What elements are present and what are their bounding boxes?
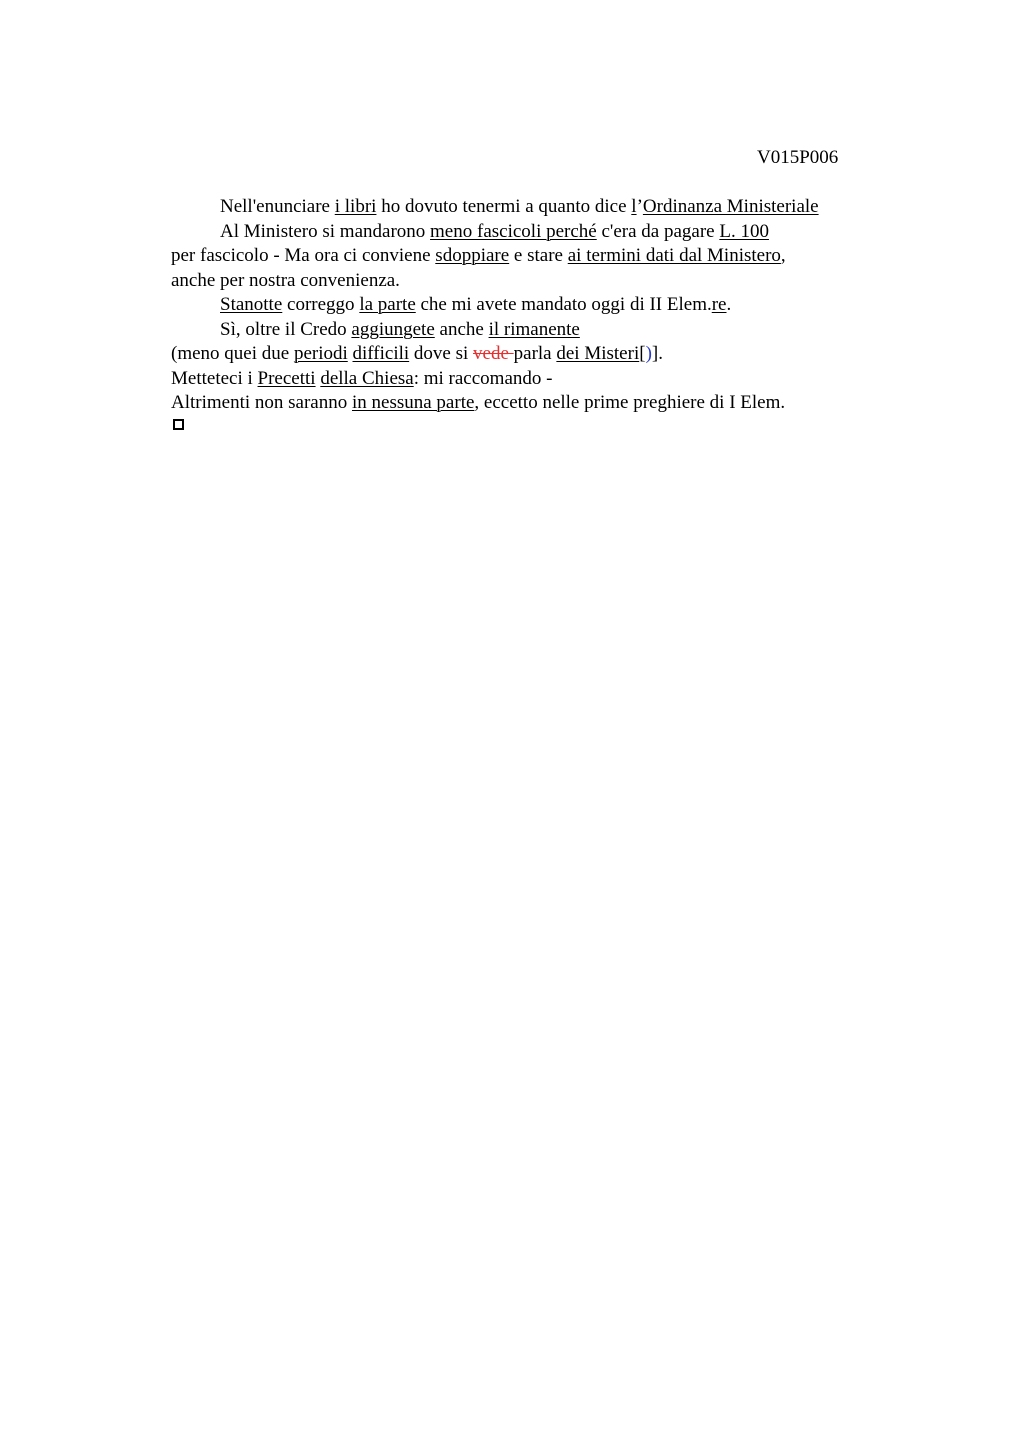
text-run: . — [726, 294, 732, 315]
text-run: anche — [434, 318, 489, 340]
text-run: Altrimenti non saranno — [171, 392, 352, 413]
text-run: ]. — [651, 343, 663, 364]
text-run: [ — [639, 343, 646, 364]
text-line-8 — [171, 367, 891, 392]
underlined-text: ai termini dati dal Ministero — [567, 245, 781, 266]
text-run: per fascicolo - Ma ora ci conviene — [171, 245, 436, 266]
text-line-1 — [171, 195, 891, 220]
underlined-text: periodi — [293, 343, 348, 364]
text-run: c'era da pagare — [596, 220, 720, 242]
text-line-4 — [171, 269, 891, 294]
letter-body — [171, 195, 891, 416]
text-line-7 — [171, 342, 891, 367]
end-marker-box-icon — [173, 419, 184, 430]
text-run: Metteteci i — [171, 367, 258, 389]
underlined-text: aggiungete — [351, 318, 435, 340]
underlined-text: re — [711, 294, 727, 315]
text-line-5 — [171, 293, 891, 318]
underlined-text: in nessuna parte — [352, 392, 475, 413]
text-run: parla — [513, 343, 557, 364]
underlined-text: l — [631, 196, 637, 217]
text-run: dove si — [409, 343, 474, 364]
underlined-text: meno fascicoli perché — [430, 220, 597, 242]
text-run: ho dovuto tenermi a quanto dice — [376, 196, 632, 217]
text-run: ’ — [636, 196, 643, 217]
underlined-text: sdoppiare — [435, 245, 510, 266]
text-line-6 — [171, 318, 891, 343]
underlined-text: Ordinanza Ministeriale — [642, 196, 819, 217]
underlined-text: Precetti — [257, 367, 316, 389]
editorial-mark: ) — [645, 343, 652, 364]
text-run: Sì, oltre il Credo — [220, 318, 352, 340]
text-run: e stare — [509, 245, 568, 266]
underlined-text: difficili — [352, 343, 410, 364]
underlined-text: Stanotte — [220, 294, 283, 315]
text-run: (meno quei due — [171, 343, 294, 364]
text-line-3 — [171, 244, 891, 269]
text-run: anche per nostra convenienza. — [171, 269, 400, 291]
underlined-text: il rimanente — [488, 318, 580, 340]
text-line-2 — [171, 220, 891, 245]
underlined-text: dei Misteri — [556, 343, 640, 364]
text-run: , — [780, 245, 786, 266]
text-run: : mi raccomando - — [413, 367, 553, 389]
page-identifier: V015P006 — [757, 147, 839, 168]
text-run: correggo — [282, 294, 360, 315]
text-run: che mi avete mandato oggi di II Elem. — [415, 294, 712, 315]
text-line-9 — [171, 391, 891, 416]
text-run: Nell'enunciare — [220, 196, 335, 217]
underlined-text: la parte — [359, 294, 416, 315]
text-run: , eccetto nelle prime preghiere di I Elem. — [474, 392, 786, 413]
underlined-text: i libri — [334, 196, 377, 217]
text-run: Al Ministero si mandarono — [220, 220, 431, 242]
underlined-text: della Chiesa — [320, 367, 414, 389]
underlined-text: L. 100 — [719, 220, 769, 242]
deleted-text: vede — [473, 343, 514, 364]
